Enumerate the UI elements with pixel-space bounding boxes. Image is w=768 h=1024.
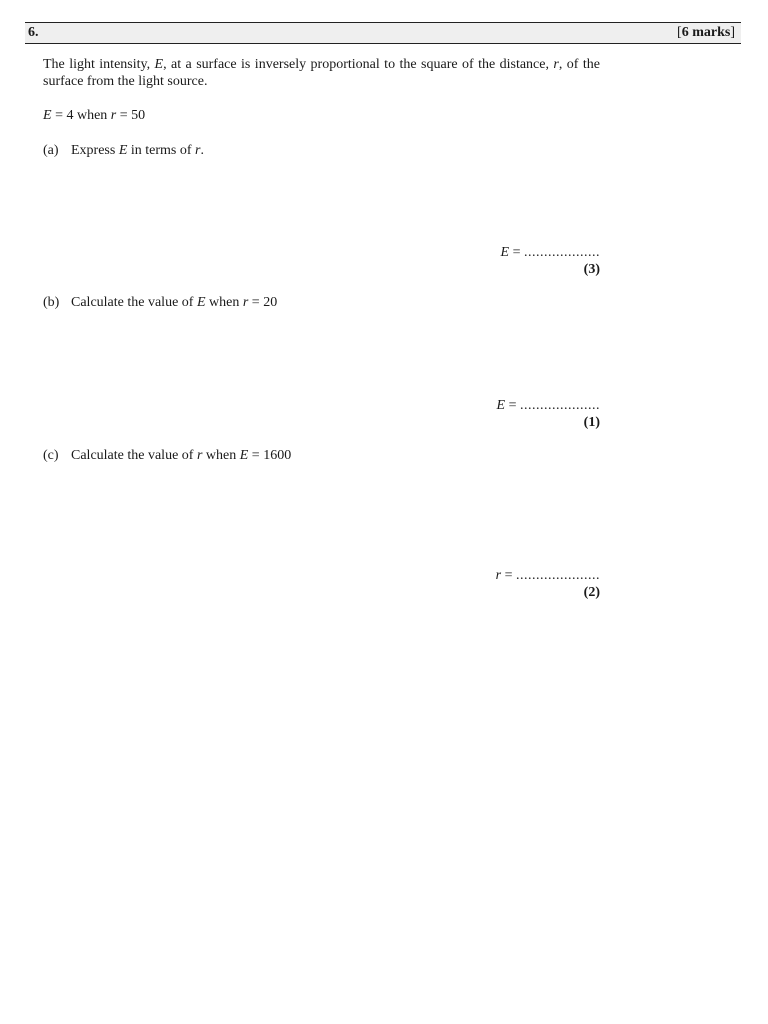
question-number: 6. [28,25,39,40]
given-condition: E = 4 when r = 50 [43,108,146,123]
question-header [25,22,741,44]
part-b-marks: (1) [583,415,600,430]
part-a-question: (a) Express E in terms of r. [43,143,204,158]
part-c-marks: (2) [583,585,600,600]
part-c-answer-line[interactable]: r = ..................... [495,568,600,583]
part-a-answer-line[interactable]: E = ................... [500,245,600,260]
part-c-question: (c) Calculate the value of r when E = 1600 [43,448,292,463]
question-total-marks: [6 marks] [677,25,735,40]
question-intro: The light intensity, E, at a surface is inversely proportional to the square of the distance, r, of the surface from the light source. [43,57,600,89]
part-b-question: (b) Calculate the value of E when r = 20 [43,295,278,310]
part-a-marks: (3) [583,262,600,277]
part-b-answer-line[interactable]: E = .................... [496,398,600,413]
